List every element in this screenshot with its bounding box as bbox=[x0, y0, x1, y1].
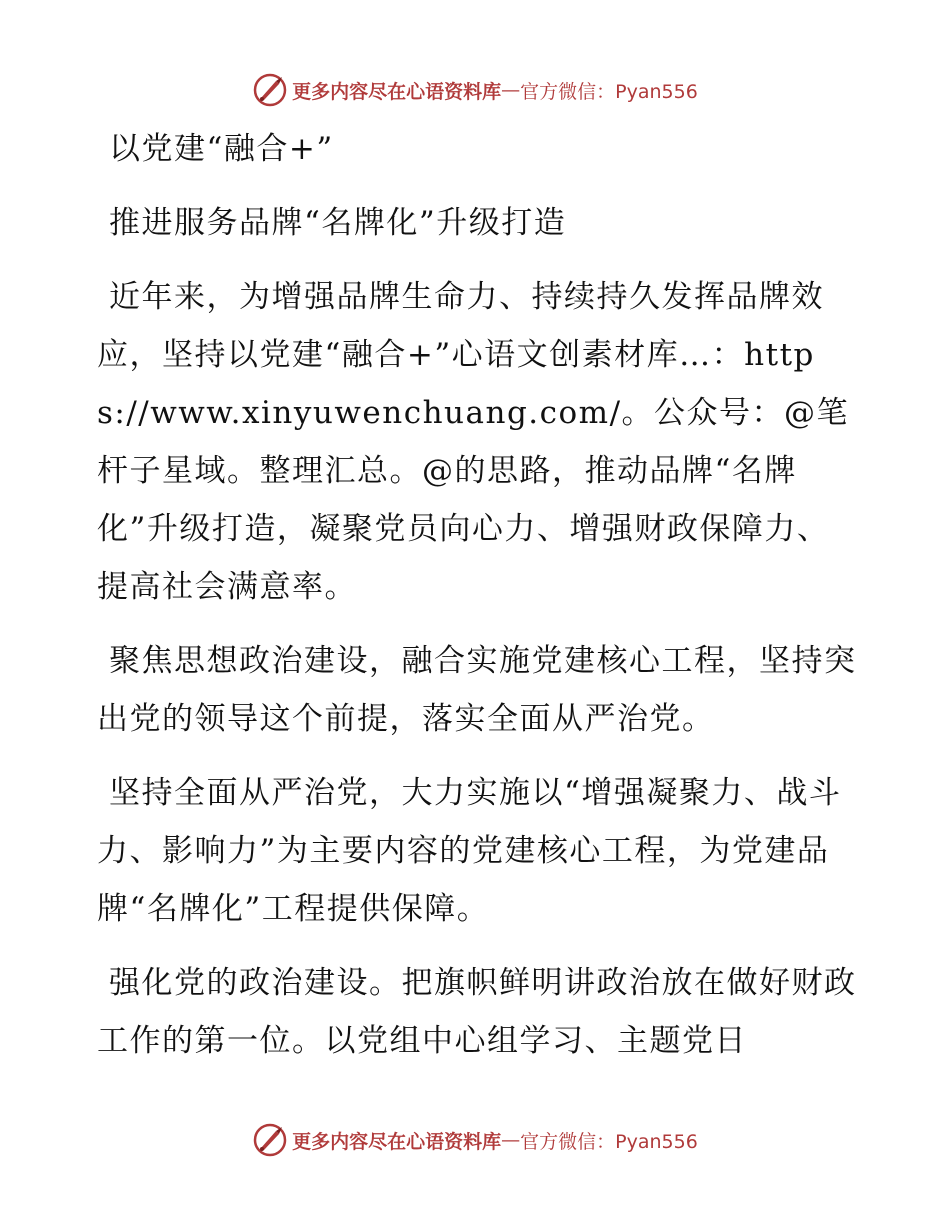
paragraph-2: 聚焦思想政治建设，融合实施党建核心工程，坚持突出党的领导这个前提，落实全面从严治党。 bbox=[97, 643, 857, 737]
footer-watermark-banner bbox=[0, 1120, 950, 1160]
banner-separator: — bbox=[501, 79, 521, 101]
document-body bbox=[97, 120, 857, 1070]
document-title-line2: 推进服务品牌“名牌化”升级打造 bbox=[109, 205, 567, 241]
quill-pen-logo-icon bbox=[252, 72, 288, 108]
header-watermark-banner bbox=[0, 70, 950, 110]
paragraph-4: 强化党的政治建设。把旗帜鲜明讲政治放在做好财政工作的第一位。以党组中心组学习、主题党日 bbox=[97, 965, 857, 1059]
banner-wechat: 官方微信：Pyan556 bbox=[520, 80, 698, 103]
quill-pen-logo-icon bbox=[252, 1122, 288, 1158]
paragraph-3: 坚持全面从严治党，大力实施以“增强凝聚力、战斗力、影响力”为主要内容的党建核心工程，为党建品牌“名牌化”工程提供保障。 bbox=[97, 775, 842, 927]
banner-text: 更多内容尽在心语资料库 bbox=[292, 1130, 502, 1153]
document-title-line1: 以党建“融合+” bbox=[109, 131, 334, 167]
banner-text: 更多内容尽在心语资料库 bbox=[292, 80, 502, 103]
banner-separator: — bbox=[501, 1129, 521, 1151]
paragraph-1: 近年来，为增强品牌生命力、持续持久发挥品牌效应，坚持以党建“融合+”心语文创素材库…：https://www.xinyuwenchuang.com/。公众号：@笔杆子星域。整理汇总。@的思路，推动品牌“名牌化”升级打造，凝聚党员向心力、增强财政保障力、提高社会满意率。 bbox=[97, 279, 850, 605]
banner-wechat: 官方微信：Pyan556 bbox=[520, 1130, 698, 1153]
